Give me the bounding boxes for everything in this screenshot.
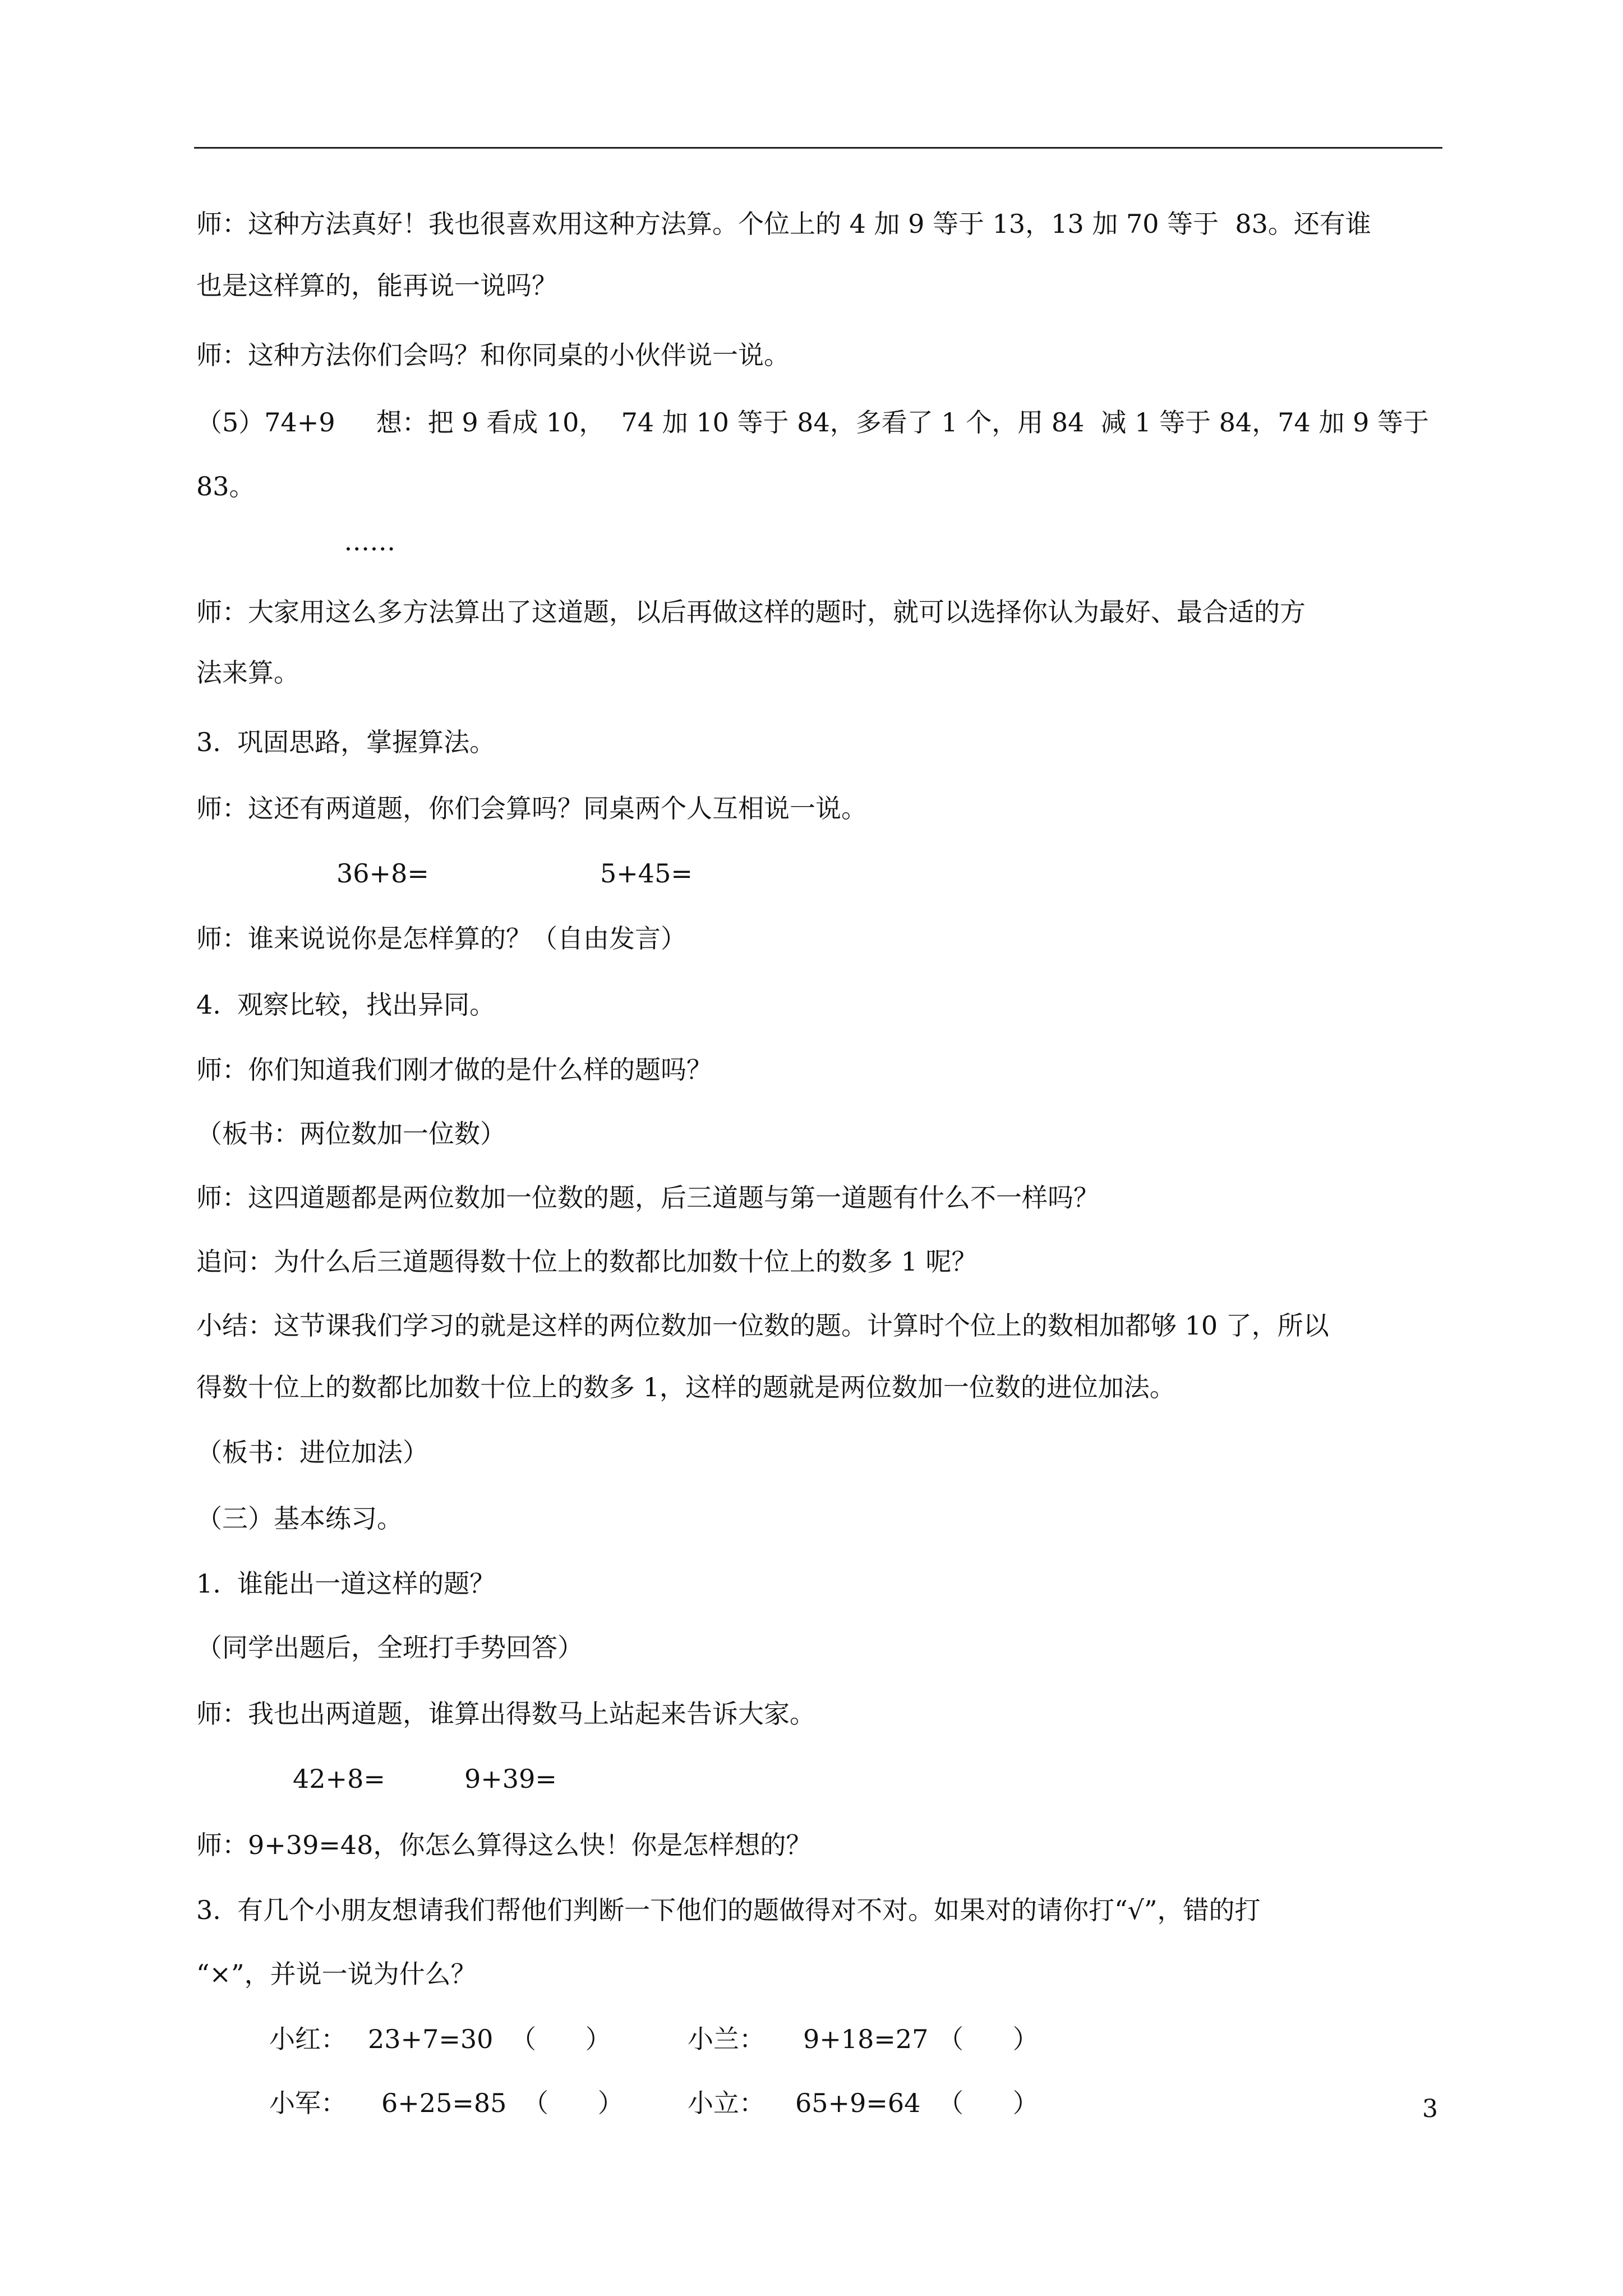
student-name: 小军：: [269, 2088, 347, 2118]
section-heading: 3. 巩固思路，掌握算法。: [196, 727, 496, 757]
paragraph-line: 师：这种方法真好！我也很喜欢用这种方法算。个位上的 4 加 9 等于 13，13 加 70 等于 83。还有谁: [196, 209, 1371, 239]
section-heading: 3. 有几个小朋友想请我们帮他们判断一下他们的题做得对不对。如果对的请你打“√”，错的打: [196, 1895, 1261, 1925]
equation: 36+8=: [336, 858, 429, 889]
answer-blank: （ ）: [510, 2024, 611, 2054]
header-rule: [194, 147, 1442, 149]
paragraph-line: 师：这还有两道题，你们会算吗？同桌两个人互相说一说。: [196, 793, 867, 823]
answer-blank: （ ）: [938, 2024, 1039, 2054]
paragraph-line: 师：9+39=48，你怎么算得这么快！你是怎样想的？: [196, 1830, 812, 1860]
paragraph-line: 师：我也出两道题，谁算出得数马上站起来告诉大家。: [196, 1699, 815, 1729]
section-heading: 1. 谁能出一道这样的题？: [196, 1568, 496, 1599]
section-heading: （三）基本练习。: [196, 1503, 403, 1534]
answer-blank: （ ）: [938, 2088, 1039, 2118]
paragraph-line: （板书：两位数加一位数）: [196, 1119, 506, 1149]
equation: 9+39=: [464, 1764, 557, 1794]
paragraph-line: （5）74+9 想：把 9 看成 10， 74 加 10 等于 84，多看了 1 个，用 84 减 1 等于 84，74 加 9 等于: [196, 407, 1429, 438]
paragraph-line: 小结：这节课我们学习的就是这样的两位数加一位数的题。计算时个位上的数相加都够 10 了，所以: [196, 1310, 1329, 1341]
paragraph-line: 得数十位上的数都比加数十位上的数多 1，这样的题就是两位数加一位数的进位加法。: [196, 1372, 1175, 1402]
equation: 42+8=: [293, 1764, 385, 1794]
paragraph-line: 法来算。: [196, 657, 299, 688]
paragraph-line: （板书：进位加法）: [196, 1437, 428, 1467]
paragraph-line: 师：这种方法你们会吗？和你同桌的小伙伴说一说。: [196, 340, 790, 370]
paragraph-line: 师：你们知道我们刚才做的是什么样的题吗？: [196, 1055, 712, 1085]
answer-blank: （ ）: [523, 2088, 624, 2118]
student-name: 小兰：: [688, 2024, 765, 2054]
student-name: 小立：: [688, 2088, 765, 2118]
paragraph-line: （同学出题后，全班打手势回答）: [196, 1632, 583, 1663]
equation: 23+7=30: [368, 2024, 494, 2054]
section-heading: 4. 观察比较，找出异同。: [196, 990, 496, 1020]
equation: 5+45=: [600, 858, 693, 889]
paragraph-line: “×”，并说一说为什么？: [196, 1959, 477, 1989]
ellipsis-line: ……: [196, 526, 396, 556]
page-number: 3: [1422, 2095, 1438, 2123]
paragraph-line: 也是这样算的，能再说一说吗？: [196, 270, 557, 301]
paragraph-line: 追问：为什么后三道题得数十位上的数都比加数十位上的数多 1 呢？: [196, 1246, 978, 1277]
paragraph-line: 师：大家用这么多方法算出了这道题，以后再做这样的题时，就可以选择你认为最好、最合适的方: [196, 597, 1306, 627]
paragraph-line: 师：这四道题都是两位数加一位数的题，后三道题与第一道题有什么不一样吗？: [196, 1182, 1099, 1213]
equation: 9+18=27: [803, 2024, 929, 2054]
paragraph-line: 83。: [196, 471, 255, 501]
paragraph-line: 师：谁来说说你是怎样算的？（自由发言）: [196, 923, 686, 954]
student-name: 小红：: [269, 2024, 347, 2054]
equation: 65+9=64: [795, 2088, 921, 2118]
equation: 6+25=85: [381, 2088, 507, 2118]
